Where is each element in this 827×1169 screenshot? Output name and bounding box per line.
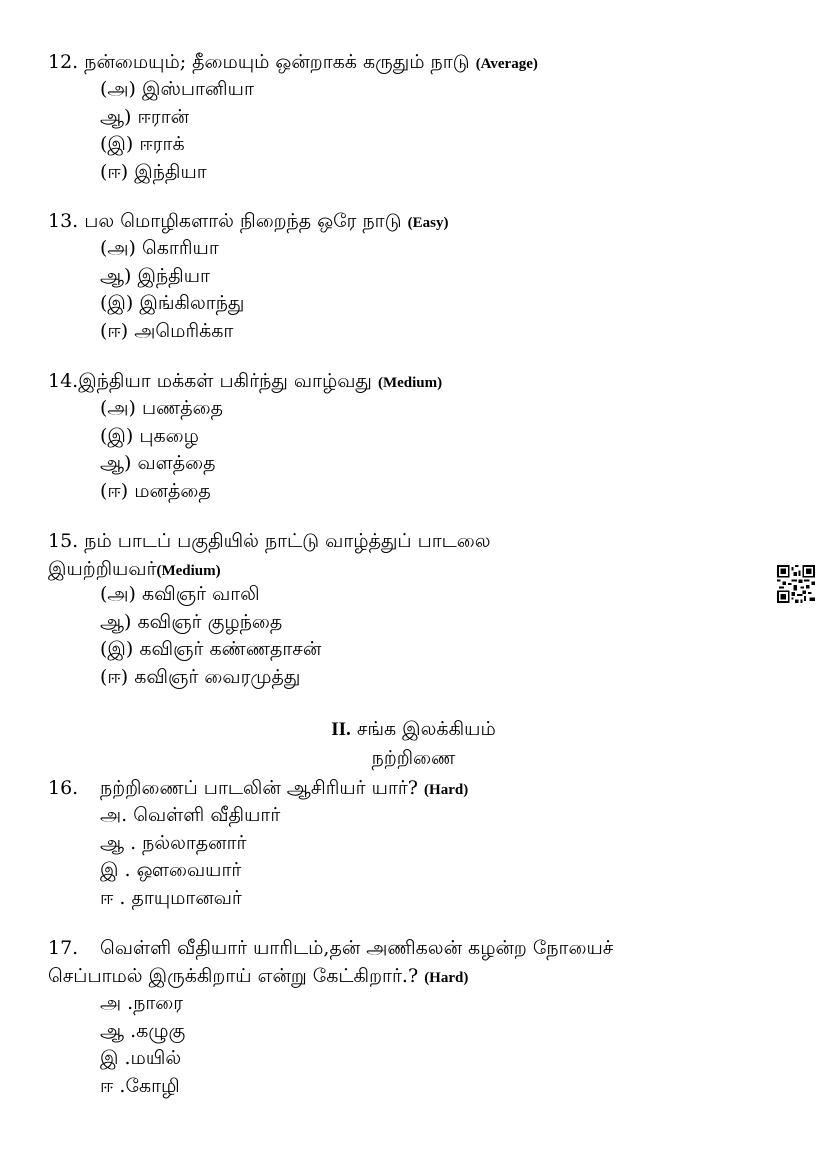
question-text: நன்மையும்; தீமையும் ஒன்றாகக் கருதும் நாடு: [84, 51, 470, 73]
options-15: [100, 581, 321, 691]
question-text: வெள்ளி வீதியார் யாரிடம்,தன் அணிகலன் கழன்ற நோயைச்: [100, 937, 614, 959]
option-c: இ . ஔவையார்: [100, 859, 242, 881]
section-subtitle: நற்றிணை: [371, 747, 456, 769]
option-c: (இ) இங்கிலாந்து: [100, 292, 245, 314]
question-text: பல மொழிகளால் நிறைந்த ஒரே நாடு: [84, 210, 402, 232]
option-d: (ஈ) மனத்தை: [100, 479, 211, 502]
option-d: (ஈ) இந்தியா: [100, 160, 207, 183]
question-number: 12.: [48, 51, 79, 73]
option-c: (இ) கவிஞர் கண்ணதாசன்: [100, 638, 322, 660]
option-a: (அ) இஸ்பானியா: [100, 78, 254, 100]
option-b: ஆ . நல்லாதனார்: [100, 831, 247, 854]
question-number: 14.: [48, 370, 79, 392]
qr-code-icon: [777, 565, 815, 603]
section-title: சங்க இலக்கியம்: [356, 718, 496, 740]
question-17-line2: [48, 963, 778, 991]
difficulty-label: (Medium): [156, 563, 221, 579]
question-number: 16.: [48, 777, 79, 799]
question-15: [48, 528, 778, 554]
question-14: [48, 368, 778, 396]
options-16: [100, 802, 280, 912]
options-12: [100, 76, 254, 186]
question-text-continued: செப்பாமல் இருக்கிறாய் என்று கேட்கிறார்.?: [48, 965, 419, 987]
section-heading: [0, 716, 827, 743]
option-b: ஆ .கழுகு: [100, 1019, 186, 1042]
difficulty-label: (Hard): [424, 970, 469, 986]
section-number: II.: [331, 719, 351, 740]
options-14: [100, 395, 223, 505]
options-13: [100, 235, 244, 345]
section-subheading: [0, 745, 827, 771]
option-d: (ஈ) கவிஞர் வைரமுத்து: [100, 665, 301, 688]
question-number: 17.: [48, 937, 79, 959]
question-text: இந்தியா மக்கள் பகிர்ந்து வாழ்வது: [78, 370, 372, 392]
question-17: [48, 935, 778, 961]
option-c: இ .மயில்: [100, 1047, 182, 1069]
option-b: ஆ) கவிஞர் குழந்தை: [100, 610, 283, 633]
question-12: [48, 49, 778, 77]
option-a: (அ) கவிஞர் வாலி: [100, 583, 260, 605]
option-a: அ. வெள்ளி வீதியார்: [100, 804, 281, 826]
option-c: ஆ) வளத்தை: [100, 452, 216, 474]
difficulty-label: (Average): [475, 56, 538, 72]
question-15-line2: [48, 556, 778, 584]
option-c: (இ) ஈராக்: [100, 133, 185, 155]
question-text: நம் பாடப் பகுதியில் நாட்டு வாழ்த்துப் பாடலை: [84, 530, 491, 552]
question-13: [48, 208, 778, 236]
question-16: [48, 775, 778, 803]
question-text-continued: இயற்றியவர்: [48, 558, 157, 580]
option-d: ஈ . தாயுமானவர்: [100, 886, 242, 909]
difficulty-label: (Hard): [424, 782, 469, 798]
difficulty-label: (Easy): [407, 215, 449, 231]
options-17: [100, 990, 185, 1100]
option-a: (அ) கொரியா: [100, 237, 219, 259]
question-number: 13.: [48, 210, 79, 232]
option-d: ஈ .கோழி: [100, 1074, 180, 1097]
question-text: நற்றிணைப் பாடலின் ஆசிரியர் யார்?: [100, 777, 418, 799]
option-b: ஆ) ஈரான்: [100, 105, 190, 128]
option-d: (ஈ) அமெரிக்கா: [100, 319, 234, 342]
option-a: (அ) பணத்தை: [100, 397, 224, 419]
option-b: ஆ) இந்தியா: [100, 264, 210, 287]
difficulty-label: (Medium): [377, 375, 443, 391]
option-b: (இ) புகழை: [100, 424, 199, 447]
option-a: அ .நாரை: [100, 992, 184, 1014]
question-number: 15.: [48, 530, 79, 552]
